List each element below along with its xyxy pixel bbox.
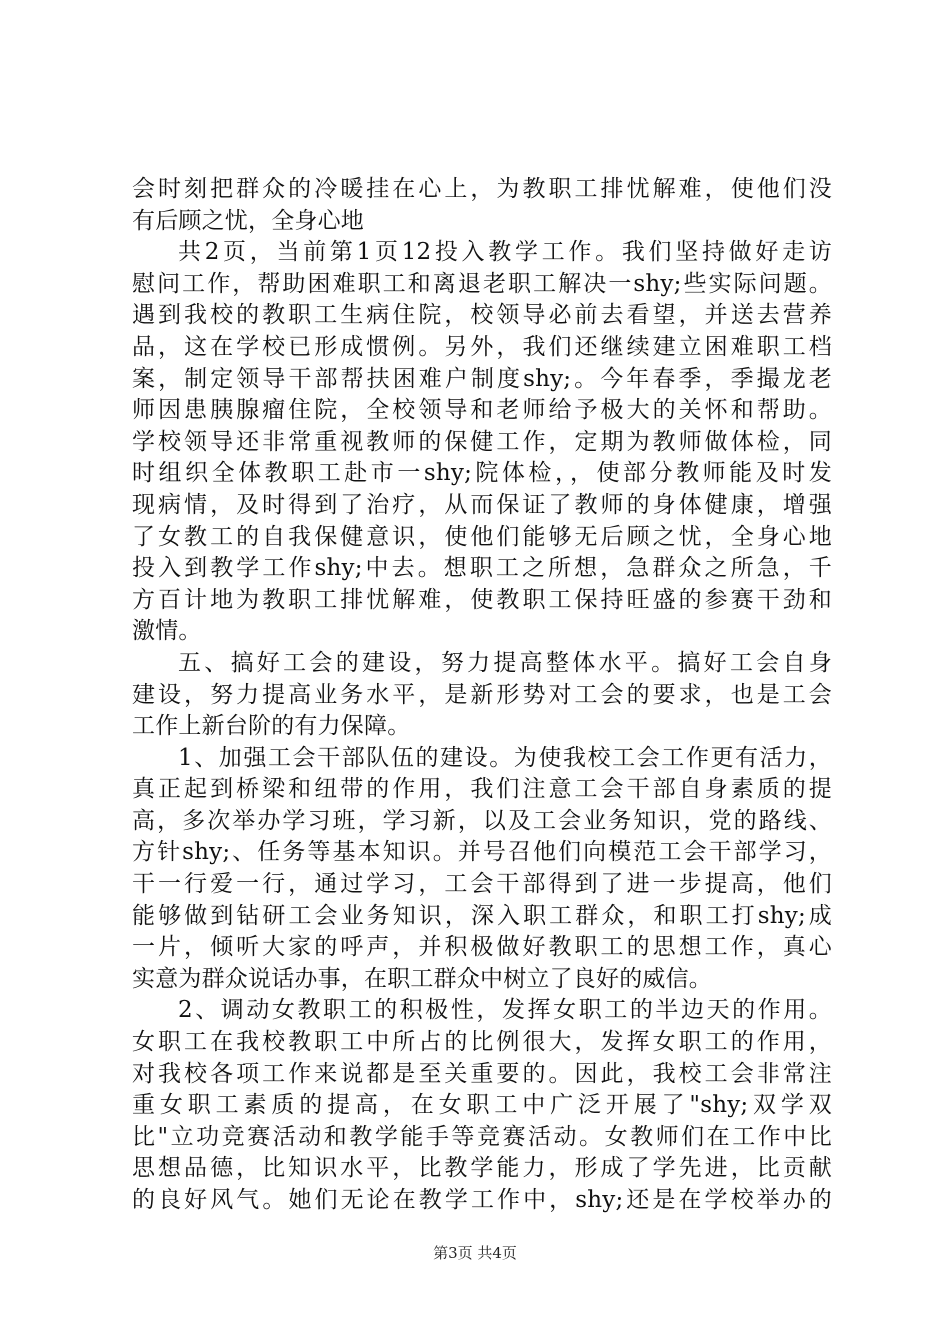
text-line: 案，制定领导干部帮扶困难户制度shy;。今年春季，季撮龙老	[132, 365, 832, 392]
text-line: 慰问工作，帮助困难职工和离退老职工解决一shy;些实际问题。	[132, 270, 832, 297]
document-body	[132, 174, 832, 1217]
text-line: 能够做到钻研工会业务知识，深入职工群众，和职工打shy;成	[132, 902, 832, 929]
text-line: 品，这在学校已形成惯例。另外，我们还继续建立困难职工档	[132, 333, 832, 360]
text-line: 一片，倾听大家的呼声，并积极做好教职工的思想工作，真心	[132, 934, 832, 961]
text-line: 遇到我校的教职工生病住院，校领导必前去看望，并送去营养	[132, 302, 832, 329]
text-line: 时组织全体教职工赴市一shy;院体检，，使部分教师能及时发	[132, 460, 832, 487]
text-line: 有后顾之忧，全身心地	[132, 207, 364, 234]
text-line: 方百计地为教职工排忧解难，使教职工保持旺盛的参赛干劲和	[132, 586, 832, 613]
text-line: 干一行爱一行，通过学习，工会干部得到了进一步提高，他们	[132, 871, 832, 898]
text-line: 师因患胰腺瘤住院，全校领导和老师给予极大的关怀和帮助。	[132, 397, 832, 424]
text-line: 的良好风气。她们无论在教学工作中，shy;还是在学校举办的	[132, 1187, 832, 1213]
text-line: 投入到教学工作shy;中去。想职工之所想，急群众之所急，千	[132, 555, 832, 582]
text-line: 思想品德，比知识水平，比教学能力，形成了学先进，比贡献	[132, 1155, 832, 1182]
text-line: 高，多次举办学习班，学习新，以及工会业务知识，党的路线、	[132, 807, 832, 834]
text-line: 重女职工素质的提高，在女职工中广泛开展了"shy;双学双	[132, 1092, 832, 1119]
page-footer	[0, 1243, 950, 1263]
text-line: 会时刻把群众的冷暖挂在心上，为教职工排忧解难，使他们没	[132, 176, 832, 202]
text-line: 对我校各项工作来说都是至关重要的。因此，我校工会非常注	[132, 1060, 832, 1087]
text-line: 现病情，及时得到了治疗，从而保证了教师的身体健康，增强	[132, 491, 832, 518]
text-line: 比"立功竞赛活动和教学能手等竞赛活动。女教师们在工作中比	[132, 1123, 832, 1150]
text-line: 建设，努力提高业务水平，是新形势对工会的要求，也是工会	[132, 681, 832, 708]
text-line: 工作上新台阶的有力保障。	[132, 713, 411, 740]
text-line: 真正起到桥梁和纽带的作用，我们注意工会干部自身素质的提	[132, 776, 832, 803]
text-line: 女职工在我校教职工中所占的比例很大，发挥女职工的作用，	[132, 1029, 832, 1056]
text-line: 共2页，当前第1页12投入教学工作。我们坚持做好走访	[178, 239, 832, 266]
text-line: 方针shy;、任务等基本知识。并号召他们向模范工会干部学习，	[132, 839, 832, 866]
text-line: 2、调动女教职工的积极性，发挥女职工的半边天的作用。	[178, 997, 832, 1024]
text-line: 学校领导还非常重视教师的保健工作，定期为教师做体检，同	[132, 428, 832, 455]
page-indicator: 第3页 共4页	[433, 1244, 517, 1262]
text-line: 激情。	[132, 618, 202, 645]
text-line: 实意为群众说话办事，在职工群众中树立了良好的威信。	[132, 965, 712, 992]
text-line: 1、加强工会干部队伍的建设。为使我校工会工作更有活力，	[178, 744, 832, 771]
text-line: 五、搞好工会的建设，努力提高整体水平。搞好工会自身	[178, 649, 832, 676]
text-line: 了女教工的自我保健意识，使他们能够无后顾之忧，全身心地	[132, 523, 832, 550]
